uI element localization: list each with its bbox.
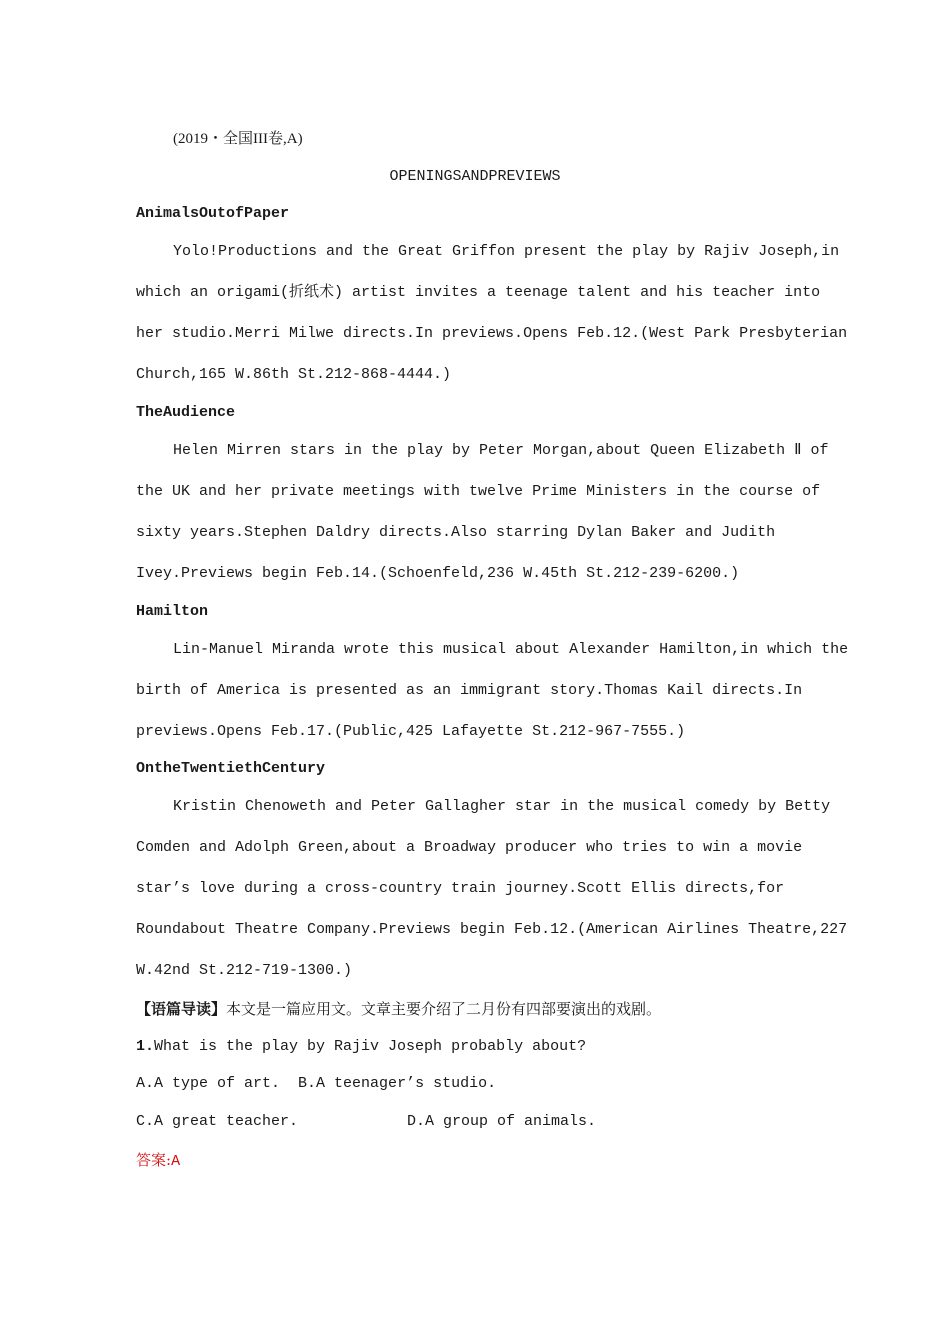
section-heading-on-the-twentieth-century: OntheTwentiethCentury bbox=[136, 760, 326, 777]
paragraph-line: birth of America is presented as an immigrant story.Thomas Kail directs.In bbox=[136, 682, 803, 699]
paragraph-line: Kristin Chenoweth and Peter Gallagher star in the musical comedy by Betty bbox=[173, 798, 831, 815]
option-d: D.A group of animals. bbox=[407, 1113, 597, 1130]
paragraph-line: Lin-Manuel Miranda wrote this musical about Alexander Hamilton,in which the bbox=[173, 641, 849, 658]
paragraph-line: her studio.Merri Milwe directs.In previews.Opens Feb.12.(West Park Presbyterian bbox=[136, 325, 848, 342]
paragraph-line: previews.Opens Feb.17.(Public,425 Lafayette St.212-967-7555.) bbox=[136, 723, 686, 740]
paragraph-line: Helen Mirren stars in the play by Peter Morgan,about Queen Elizabeth Ⅱ of bbox=[173, 442, 829, 459]
options-row-ab bbox=[136, 1074, 496, 1094]
options-row-cd bbox=[136, 1112, 836, 1132]
paragraph-line: Ivey.Previews begin Feb.14.(Schoenfeld,236 W.45th St.212-239-6200.) bbox=[136, 565, 740, 582]
paragraph-line: W.42nd St.212-719-1300.) bbox=[136, 962, 353, 979]
option-a: A.A type of art. bbox=[136, 1075, 281, 1092]
paragraph-line: Comden and Adolph Green,about a Broadway producer who tries to win a movie bbox=[136, 839, 803, 856]
source-note: (2019・全国III卷,A) bbox=[173, 131, 303, 147]
question-number: 1. bbox=[136, 1038, 155, 1055]
paragraph-line: Church,165 W.86th St.212-868-4444.) bbox=[136, 366, 452, 383]
paragraph-line: the UK and her private meetings with twelve Prime Ministers in the course of bbox=[136, 483, 821, 500]
paragraph-line: which an origami(折纸术) artist invites a teenage talent and his teacher into bbox=[136, 284, 821, 301]
answer-value: A bbox=[171, 1153, 181, 1170]
paragraph-line: Roundabout Theatre Company.Previews begin Feb.12.(American Airlines Theatre,227 bbox=[136, 921, 848, 938]
paragraph-line: star’s love during a cross-country train journey.Scott Ellis directs,for bbox=[136, 880, 785, 897]
passage-summary bbox=[136, 999, 661, 1019]
answer-label: 答案: bbox=[136, 1151, 172, 1169]
paragraph-line: sixty years.Stephen Daldry directs.Also starring Dylan Baker and Judith bbox=[136, 524, 776, 541]
document-title bbox=[0, 167, 950, 187]
section-heading-animals-out-of-paper: AnimalsOutofPaper bbox=[136, 205, 290, 222]
section-heading-hamilton: Hamilton bbox=[136, 603, 209, 620]
paragraph-line: Yolo!Productions and the Great Griffon present the play by Rajiv Joseph,in bbox=[173, 243, 840, 260]
summary-text: 本文是一篇应用文。文章主要介绍了二月份有四部要演出的戏剧。 bbox=[226, 1000, 662, 1018]
summary-label: 【语篇导读】 bbox=[136, 1000, 227, 1018]
title-text: OPENINGSANDPREVIEWS bbox=[389, 168, 561, 185]
answer bbox=[136, 1150, 180, 1172]
question-stem bbox=[136, 1037, 586, 1057]
option-b: B.A teenager’s studio. bbox=[298, 1075, 497, 1092]
section-heading-the-audience: TheAudience bbox=[136, 404, 236, 421]
option-c: C.A great teacher. bbox=[136, 1113, 299, 1130]
question-text: What is the play by Rajiv Joseph probably about? bbox=[154, 1038, 587, 1055]
